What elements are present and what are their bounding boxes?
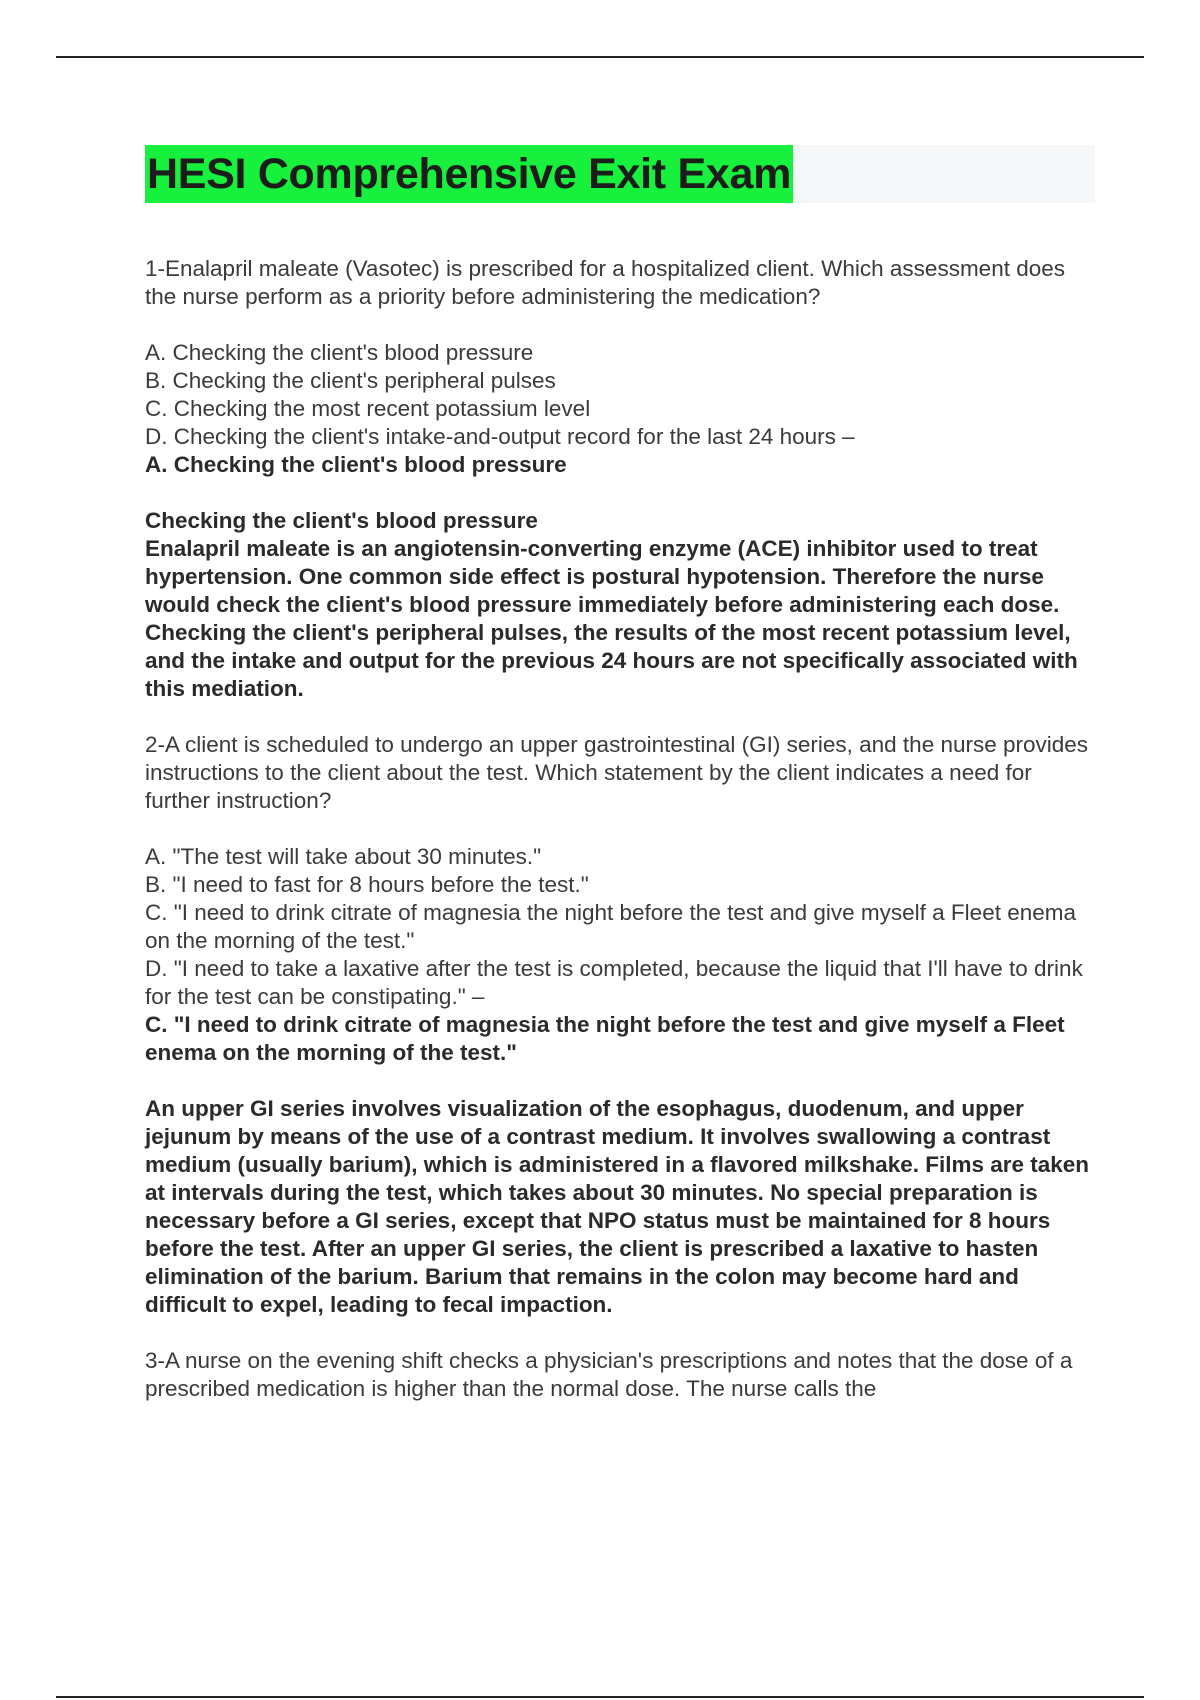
option-a: A. Checking the client's blood pressure <box>145 340 534 365</box>
option-a: A. "The test will take about 30 minutes." <box>145 844 542 869</box>
rationale-text: An upper GI series involves visualization of the esophagus, duodenum, and upper jejunum by means of the use of a contrast medium. It involves swallowing a contrast medium (usually barium), which is administered in a flavored milkshake. Films are taken at intervals during the test, which takes about 30 minutes. No special preparation is necessary before a GI series, except that NPO status must be maintained for 8 hours before the test. After an upper GI series, the client is prescribed a laxative to hasten elimination of the barium. Barium that remains in the colon may become hard and difficult to expel, leading to fecal impaction. <box>145 1096 1090 1317</box>
document-body <box>145 145 1095 1403</box>
question-stem: 1-Enalapril maleate (Vasotec) is prescribed for a hospitalized client. Which assessment does the nurse perform as a priority before administering the medication? <box>145 256 1066 309</box>
correct-answer: A. Checking the client's blood pressure <box>145 452 567 477</box>
rationale-text: Enalapril maleate is an angiotensin-converting enzyme (ACE) inhibitor used to treat hypertension. One common side effect is postural hypotension. Therefore the nurse would check the client's blood pressure immediately before administering each dose. Checking the client's peripheral pulses, the results of the most recent potassium level, and the intake and output for the previous 24 hours are not specifically associated with this mediation. <box>145 536 1078 701</box>
question-2 <box>145 731 1095 1319</box>
page-bottom-rule <box>56 1696 1144 1698</box>
question-stem: 2-A client is scheduled to undergo an upper gastrointestinal (GI) series, and the nurse provides instructions to the client about the test. Which statement by the client indicates a need for further instruction? <box>145 732 1089 813</box>
document-title: HESI Comprehensive Exit Exam <box>145 145 793 203</box>
correct-answer: C. "I need to drink citrate of magnesia the night before the test and give myself a Fleet enema on the morning of the test." <box>145 1012 1065 1065</box>
option-d: D. "I need to take a laxative after the test is completed, because the liquid that I'll have to drink for the test can be constipating." – <box>145 956 1083 1009</box>
title-bar <box>145 145 1095 203</box>
option-b: B. Checking the client's peripheral pulses <box>145 368 556 393</box>
question-3 <box>145 1347 1095 1403</box>
option-c: C. "I need to drink citrate of magnesia the night before the test and give myself a Fleet enema on the morning of the test." <box>145 900 1077 953</box>
option-b: B. "I need to fast for 8 hours before the test." <box>145 872 589 897</box>
question-stem: 3-A nurse on the evening shift checks a physician's prescriptions and notes that the dose of a prescribed medication is higher than the normal dose. The nurse calls the <box>145 1348 1073 1401</box>
question-1 <box>145 255 1095 703</box>
option-c: C. Checking the most recent potassium level <box>145 396 591 421</box>
rationale-heading: Checking the client's blood pressure <box>145 508 538 533</box>
option-d: D. Checking the client's intake-and-output record for the last 24 hours – <box>145 424 855 449</box>
page-top-rule <box>56 56 1144 58</box>
